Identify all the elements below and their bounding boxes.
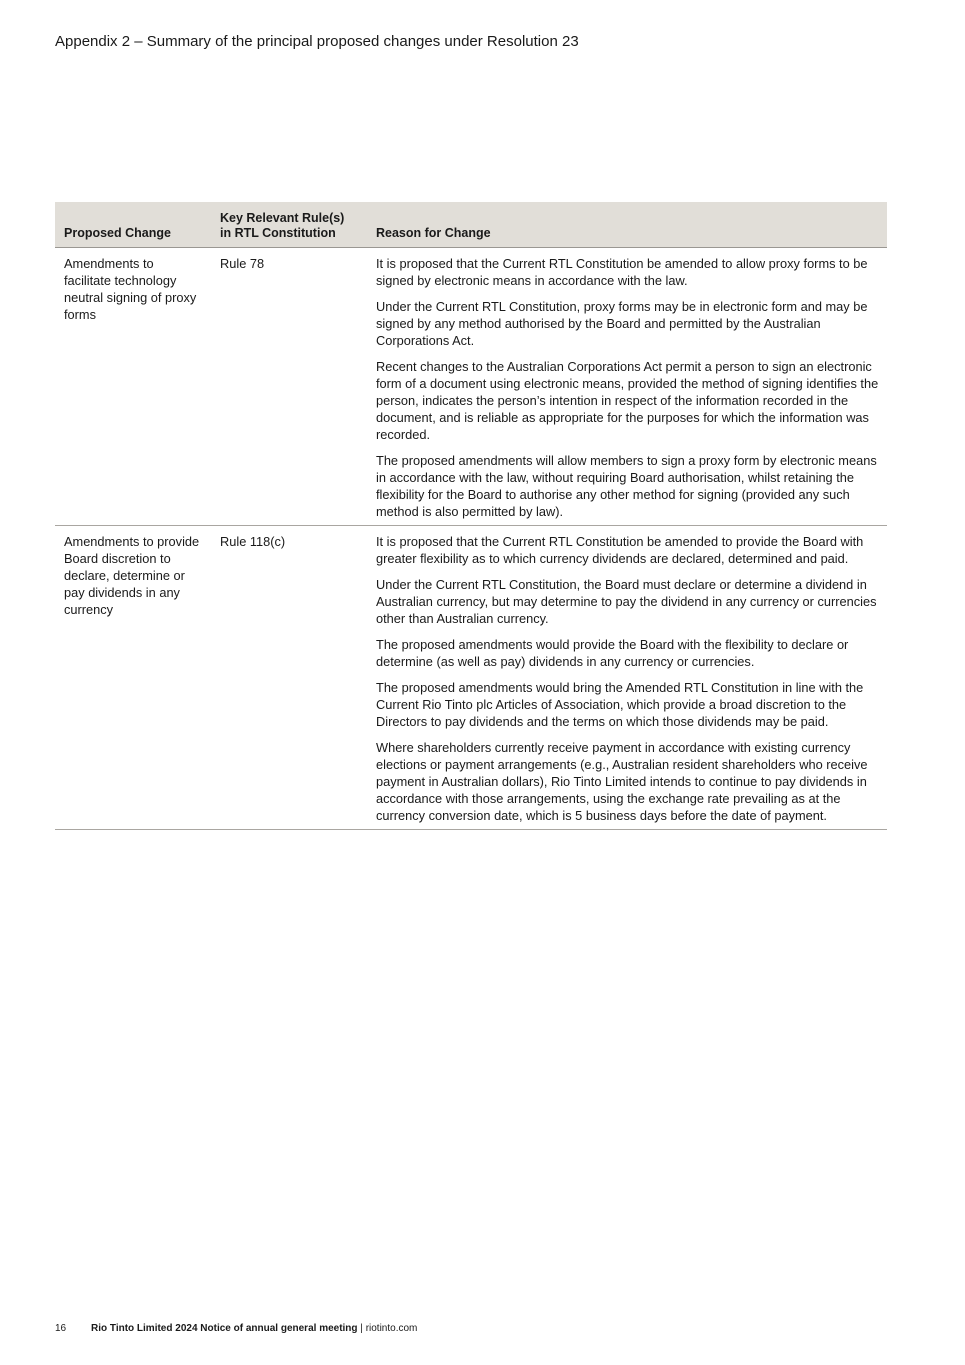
- proposed-changes-table: [55, 202, 887, 830]
- reason-cell: [367, 248, 887, 526]
- reason-cell: [367, 526, 887, 830]
- rule-cell: Rule 78: [220, 256, 265, 271]
- header-reason-for-change: Reason for Change: [367, 202, 887, 248]
- proposed-change-cell: Amendments to facilitate technology neutral signing of proxy forms: [64, 256, 197, 322]
- page-number: 16: [55, 1323, 67, 1334]
- header-key-rule-line1: Key Relevant Rule(s): [220, 211, 345, 225]
- reason-paragraph: The proposed amendments would provide the Board with the flexibility to declare or determine (as well as pay) dividends in any currency or currencies.: [376, 637, 849, 669]
- reason-paragraph: Under the Current RTL Constitution, the Board must declare or determine a dividend in Australian currency, but may determine to pay the dividend in any currency or currencies other than Australian currency.: [376, 577, 877, 626]
- reason-paragraph: It is proposed that the Current RTL Constitution be amended to allow proxy forms to be signed by electronic means in accordance with the law.: [376, 256, 868, 288]
- reason-paragraph: Where shareholders currently receive payment in accordance with existing currency elections or payment arrangements (e.g., Australian resident shareholders who receive payment in Australian dollars), Rio Tinto Limited intends to continue to pay dividends in accordance with those arrangements, using the exchange rate prevailing as at the currency conversion date, which is 5 business days before the date of payment.: [376, 740, 868, 823]
- page-title: Appendix 2 – Summary of the principal proposed changes under Resolution 23: [55, 33, 579, 50]
- document-title: Rio Tinto Limited 2024 Notice of annual general meeting: [91, 1323, 358, 1334]
- table-header-row: [55, 202, 887, 248]
- website-link[interactable]: riotinto.com: [365, 1323, 418, 1334]
- reason-paragraph: Under the Current RTL Constitution, proxy forms may be in electronic form and may be signed by any method authorised by the Board and permitted by the Australian Corporations Act.: [376, 299, 868, 348]
- rule-cell: Rule 118(c): [220, 534, 286, 549]
- reason-paragraph: The proposed amendments will allow members to sign a proxy form by electronic means in accordance with the law, without requiring Board authorisation, whilst retaining the flexibility for the Board to authorise any other method for signing (provided any such method is also permitted by law).: [376, 453, 877, 519]
- footer-separator: |: [357, 1323, 366, 1334]
- reason-paragraph: It is proposed that the Current RTL Constitution be amended to provide the Board with greater flexibility as to which currency dividends are declared, determined and paid.: [376, 534, 864, 566]
- reason-paragraph: The proposed amendments would bring the Amended RTL Constitution in line with the Current Rio Tinto plc Articles of Association, which provide a broad discretion to the Directors to pay dividends and the terms on which those dividends may be paid.: [376, 680, 864, 729]
- table-row: [55, 248, 887, 526]
- page-footer: [55, 1322, 417, 1336]
- header-key-rule-line2: in RTL Constitution: [220, 226, 336, 240]
- reason-paragraph: Recent changes to the Australian Corporations Act permit a person to sign an electronic form of a document using electronic means, provided the method of signing identifies the person, indicates the person’s intention in respect of the information recorded in the document, and is reliable as appropriate for the purposes for which the information was recorded.: [376, 359, 879, 442]
- header-proposed-change: Proposed Change: [55, 202, 211, 248]
- proposed-change-cell: Amendments to provide Board discretion to declare, determine or pay dividends in any currency: [64, 534, 200, 617]
- table-row: [55, 526, 887, 830]
- header-key-relevant-rule: [211, 202, 367, 248]
